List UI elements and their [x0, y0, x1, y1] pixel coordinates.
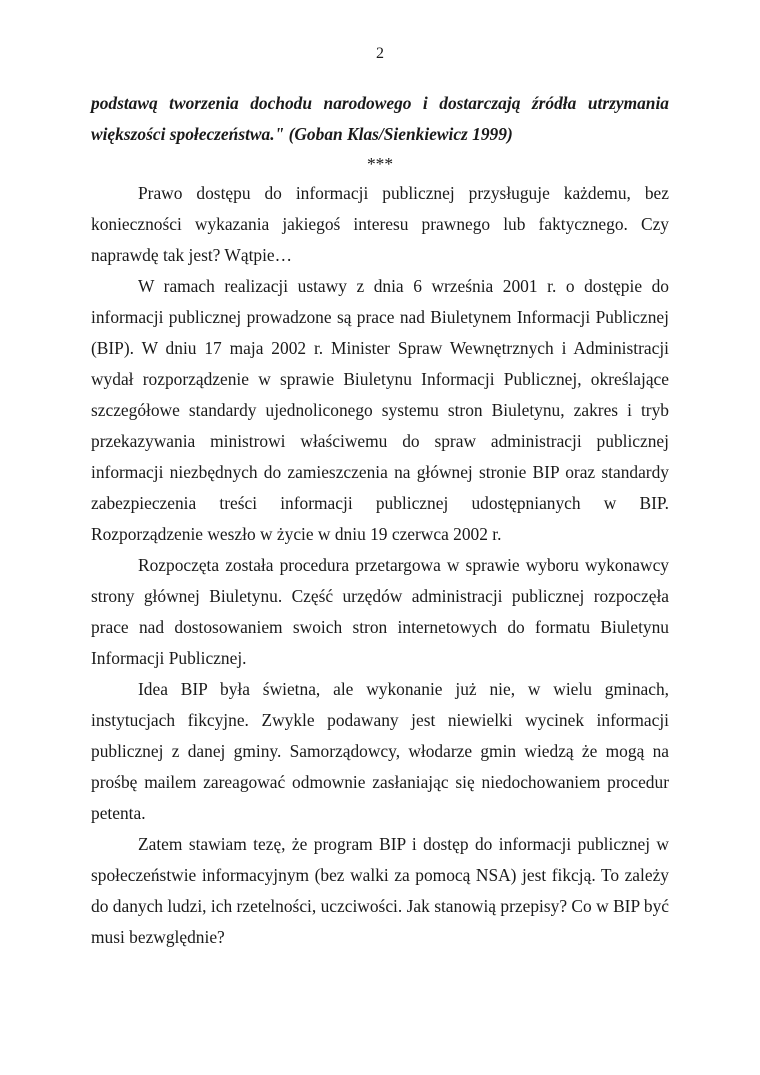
- paragraph: Zatem stawiam tezę, że program BIP i dostęp do informacji publicznej w społeczeństwie informacyjnym (bez walki za pomocą NSA) jest fikcją. To zależy do danych ludzi, ich rzetelności, uczciwości. Jak stanowią przepisy? Co w BIP być musi bezwględnie?: [91, 834, 669, 947]
- page-content: [91, 88, 669, 953]
- section-separator: ***: [366, 154, 394, 174]
- paragraph: Prawo dostępu do informacji publicznej przysługuje każdemu, bez konieczności wykazania jakiegoś interesu prawnego lub faktycznego. Czy naprawdę tak jest? Wątpie…: [91, 183, 669, 265]
- paragraph: W ramach realizacji ustawy z dnia 6 września 2001 r. o dostępie do informacji publicznej prowadzone są prace nad Biuletynem Informacji Publicznej (BIP). W dniu 17 maja 2002 r. Minister Spraw Wewnętrznych i Administracji wydał rozporządzenie w sprawie Biuletynu Informacji Publicznej, określające szczegółowe standardy ujednoliconego systemu stron Biuletynu, zakres i tryb przekazywania ministrowi właściwemu do spraw administracji publicznej informacji niezbędnych do zamieszczenia na głównej stronie BIP oraz standardy zabezpieczenia treści informacji publicznej udostępnianych w BIP. Rozporządzenie weszło w życie w dniu 19 czerwca 2002 r.: [91, 276, 669, 544]
- page-number: 2: [376, 45, 384, 62]
- citation-quote: podstawą tworzenia dochodu narodowego i dostarczają źródła utrzymania większości społeczeństwa." (Goban Klas/Sienkiewicz 1999): [91, 93, 669, 144]
- paragraph: Idea BIP była świetna, ale wykonanie już nie, w wielu gminach, instytucjach fikcyjne. Zwykle podawany jest niewielki wycinek informacji publicznej z danej gminy. Samorządowcy, włodarze gmin wiedzą że mogą na prośbę mailem zareagować odmownie zasłaniając się niedochowaniem procedur petenta.: [91, 679, 669, 823]
- paragraph: Rozpoczęta została procedura przetargowa w sprawie wyboru wykonawcy strony głównej Biuletynu. Część urzędów administracji publicznej rozpoczęła prace nad dostosowaniem swoich stron internetowych do formatu Biuletynu Informacji Publicznej.: [91, 555, 669, 668]
